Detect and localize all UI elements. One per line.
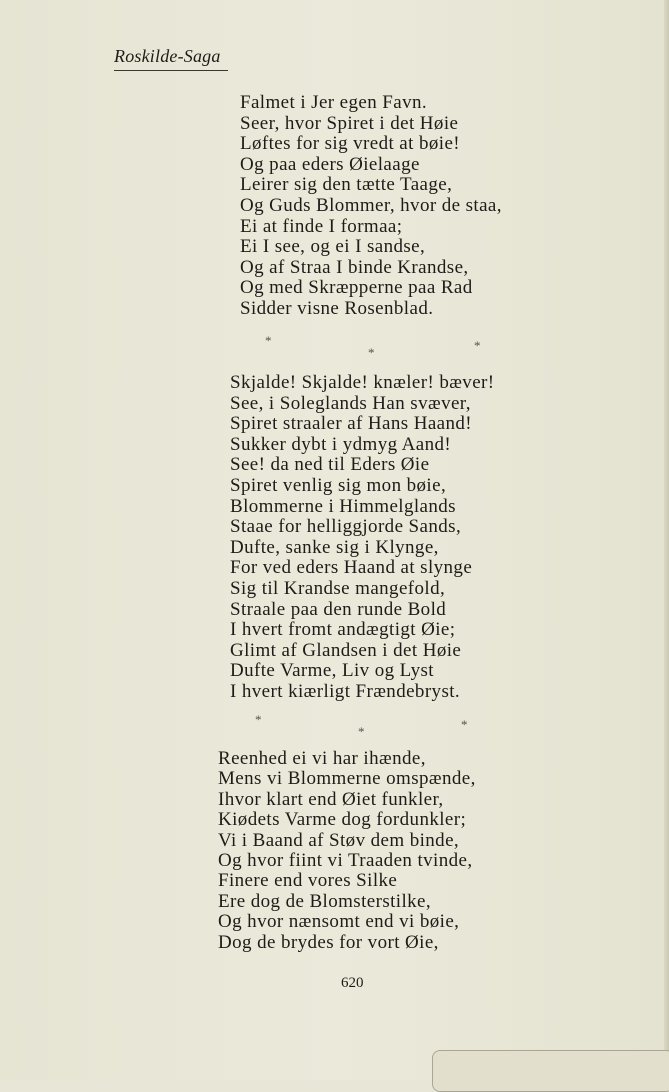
page-edge [664, 0, 669, 1080]
verse-line: Og med Skræpperne paa Rad [240, 277, 473, 299]
verse-line: For ved eders Haand at slynge [230, 557, 473, 579]
verse-line: Dufte, sanke sig i Klynge, [230, 536, 439, 558]
section-asterisk: * [368, 345, 375, 360]
verse-line: I hvert kiærligt Frændebryst. [230, 680, 461, 702]
verse-line: See! da ned til Eders Øie [230, 454, 430, 476]
verse-line: Mens vi Blommerne omspænde, [218, 768, 476, 790]
verse-line: Leirer sig den tætte Taage, [240, 174, 453, 196]
verse-line: Dufte Varme, Liv og Lyst [230, 660, 434, 682]
verse-line: See, i Soleglands Han svæver, [230, 392, 471, 414]
verse-line: Spiret straaler af Hans Haand! [230, 413, 473, 435]
verse-line: Vi i Baand af Støv dem binde, [218, 829, 460, 851]
verse-line: Ei I see, og ei I sandse, [240, 236, 426, 258]
verse-line: Og hvor nænsomt end vi bøie, [218, 911, 460, 933]
stanza-2 [230, 373, 495, 703]
verse-line: Og paa eders Øielaage [240, 153, 420, 175]
section-asterisk: * [461, 717, 468, 732]
verse-line: Sukker dybt i ydmyg Aand! [230, 433, 452, 455]
section-asterisk: * [358, 724, 365, 739]
verse-line: Løftes for sig vredt at bøie! [240, 133, 461, 155]
page-corner-tab [432, 1050, 669, 1092]
verse-line: Ere dog de Blomsterstilke, [218, 890, 432, 912]
verse-line: Ei at finde I formaa; [240, 215, 403, 237]
verse-line: Sig til Krandse mangefold, [230, 577, 446, 599]
verse-line: Kiødets Varme dog fordunkler; [218, 809, 467, 831]
page-number: 620 [341, 975, 364, 991]
verse-line: Seer, hvor Spiret i det Høie [240, 112, 459, 134]
section-asterisk: * [265, 333, 272, 348]
verse-line: I hvert fromt andægtigt Øie; [230, 619, 456, 641]
verse-line: Finere end vores Silke [218, 870, 398, 892]
running-head-rule [114, 70, 228, 71]
verse-line: Skjalde! Skjalde! knæler! bæver! [230, 372, 495, 393]
verse-line: Staae for helliggjorde Sands, [230, 516, 462, 538]
verse-line: Spiret venlig sig mon bøie, [230, 474, 447, 496]
section-asterisk: * [474, 338, 481, 353]
verse-line: Sidder visne Rosenblad. [240, 297, 434, 319]
verse-line: Ihvor klart end Øiet funkler, [218, 788, 444, 810]
verse-line: Dog de brydes for vort Øie, [218, 931, 439, 953]
stanza-1 [240, 93, 502, 320]
verse-line: Og Guds Blommer, hvor de staa, [240, 194, 502, 216]
verse-line: Reenhed ei vi har ihænde, [218, 748, 426, 769]
verse-line: Og hvor fiint vi Traaden tvinde, [218, 850, 473, 872]
running-head: Roskilde-Saga [114, 46, 221, 66]
verse-line: Glimt af Glandsen i det Høie [230, 639, 462, 661]
verse-line: Falmet i Jer egen Favn. [240, 92, 428, 113]
verse-line: Straale paa den runde Bold [230, 598, 447, 620]
section-asterisk: * [255, 712, 262, 727]
verse-line: Blommerne i Himmelglands [230, 495, 456, 517]
stanza-3 [218, 749, 476, 953]
verse-line: Og af Straa I binde Krandse, [240, 256, 469, 278]
